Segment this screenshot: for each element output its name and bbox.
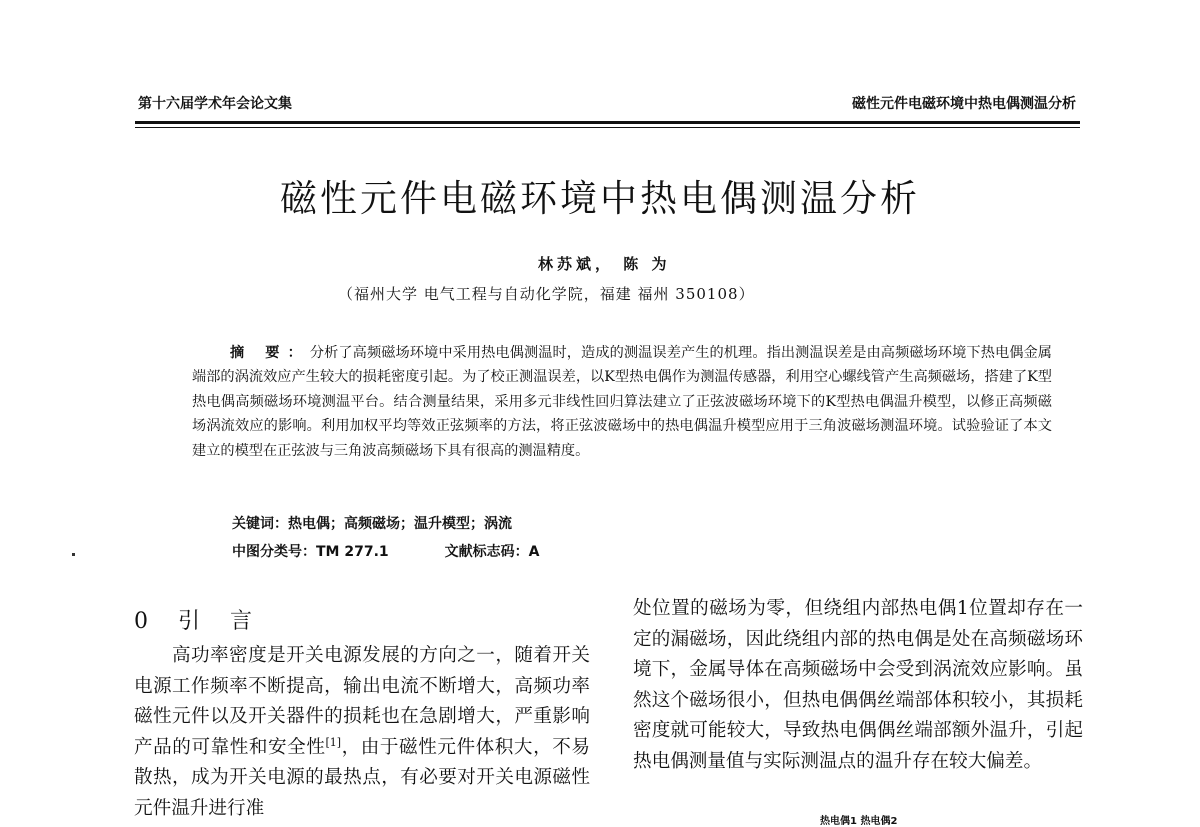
paper-title: 磁性元件电磁环境中热电偶测温分析 [280,177,920,220]
authors: 林苏斌， 陈 为 [538,255,671,273]
abstract-label: 摘 要： [230,345,310,361]
document-code: 文献标志码：A [444,544,540,560]
keywords: 关键词：热电偶；高频磁场；温升模型；涡流 [232,516,512,532]
classification-line [232,541,539,561]
right-column-paragraph: 处位置的磁场为零，但绕组内部热电偶1位置却存在一定的漏磁场，因此绕组内部的热电偶是处在高频磁场环境下，金属导体在高频磁场中会受到涡流效应影响。虽然这个磁场很小，但热电偶偶丝端部体积较小，其损耗密度就可能较大，导致热电偶偶丝端部额外温升，引起热电偶测量值与实际测温点的温升存在较大偏差。 [633,598,1083,772]
section-heading [134,604,254,635]
section-title-part2: 言 [230,609,255,634]
affiliation: （福州大学 电气工程与自动化学院，福建 福州 350108） [338,285,755,303]
header-rule-thick [135,121,1080,124]
stray-mark [72,553,75,556]
left-text-before-ref: 高功率密度是开关电源发展的方向之一，随着开关电源工作频率不断提高，输出电流不断增大，高频功率磁性元件以及开关器件的损耗也在急剧增大，严重影响产品的可靠性和安全性 [134,645,590,758]
classification-code: 中图分类号：TM 277.1 [232,544,389,560]
abstract [192,341,1052,463]
section-title-part1: 引 [178,609,203,634]
left-text-after-ref: ，由于磁性元件体积大，不易散热，成为开关电源的最热点，有必要对开关电源磁性元件温升进行准 [134,736,590,819]
running-header-left: 第十六届学术年会论文集 [138,96,292,112]
running-header-right: 磁性元件电磁环境中热电偶测温分析 [852,96,1076,112]
citation-ref: [1] [325,735,342,749]
section-number: 0 [134,609,150,634]
figure-label: 热电偶1 热电偶2 [820,816,898,827]
abstract-text: 分析了高频磁场环境中采用热电偶测温时，造成的测温误差产生的机理。指出测温误差是由高频磁场环境下热电偶金属端部的涡流效应产生较大的损耗密度引起。为了校正测温误差，以K型热电偶作为测温传感器，利用空心螺线管产生高频磁场，搭建了K型热电偶高频磁场环境测温平台。结合测量结果，采用多元非线性回归算法建立了正弦波磁场环境下的K型热电偶温升模型，以修正高频磁场涡流效应的影响。利用加权平均等效正弦频率的方法，将正弦波磁场中的热电偶温升模型应用于三角波磁场测温环境。试验验证了本文建立的模型在正弦波与三角波高频磁场下具有很高的测温精度。 [192,345,1052,459]
header-rule-thin [135,127,1080,128]
left-column-paragraph [134,641,590,825]
